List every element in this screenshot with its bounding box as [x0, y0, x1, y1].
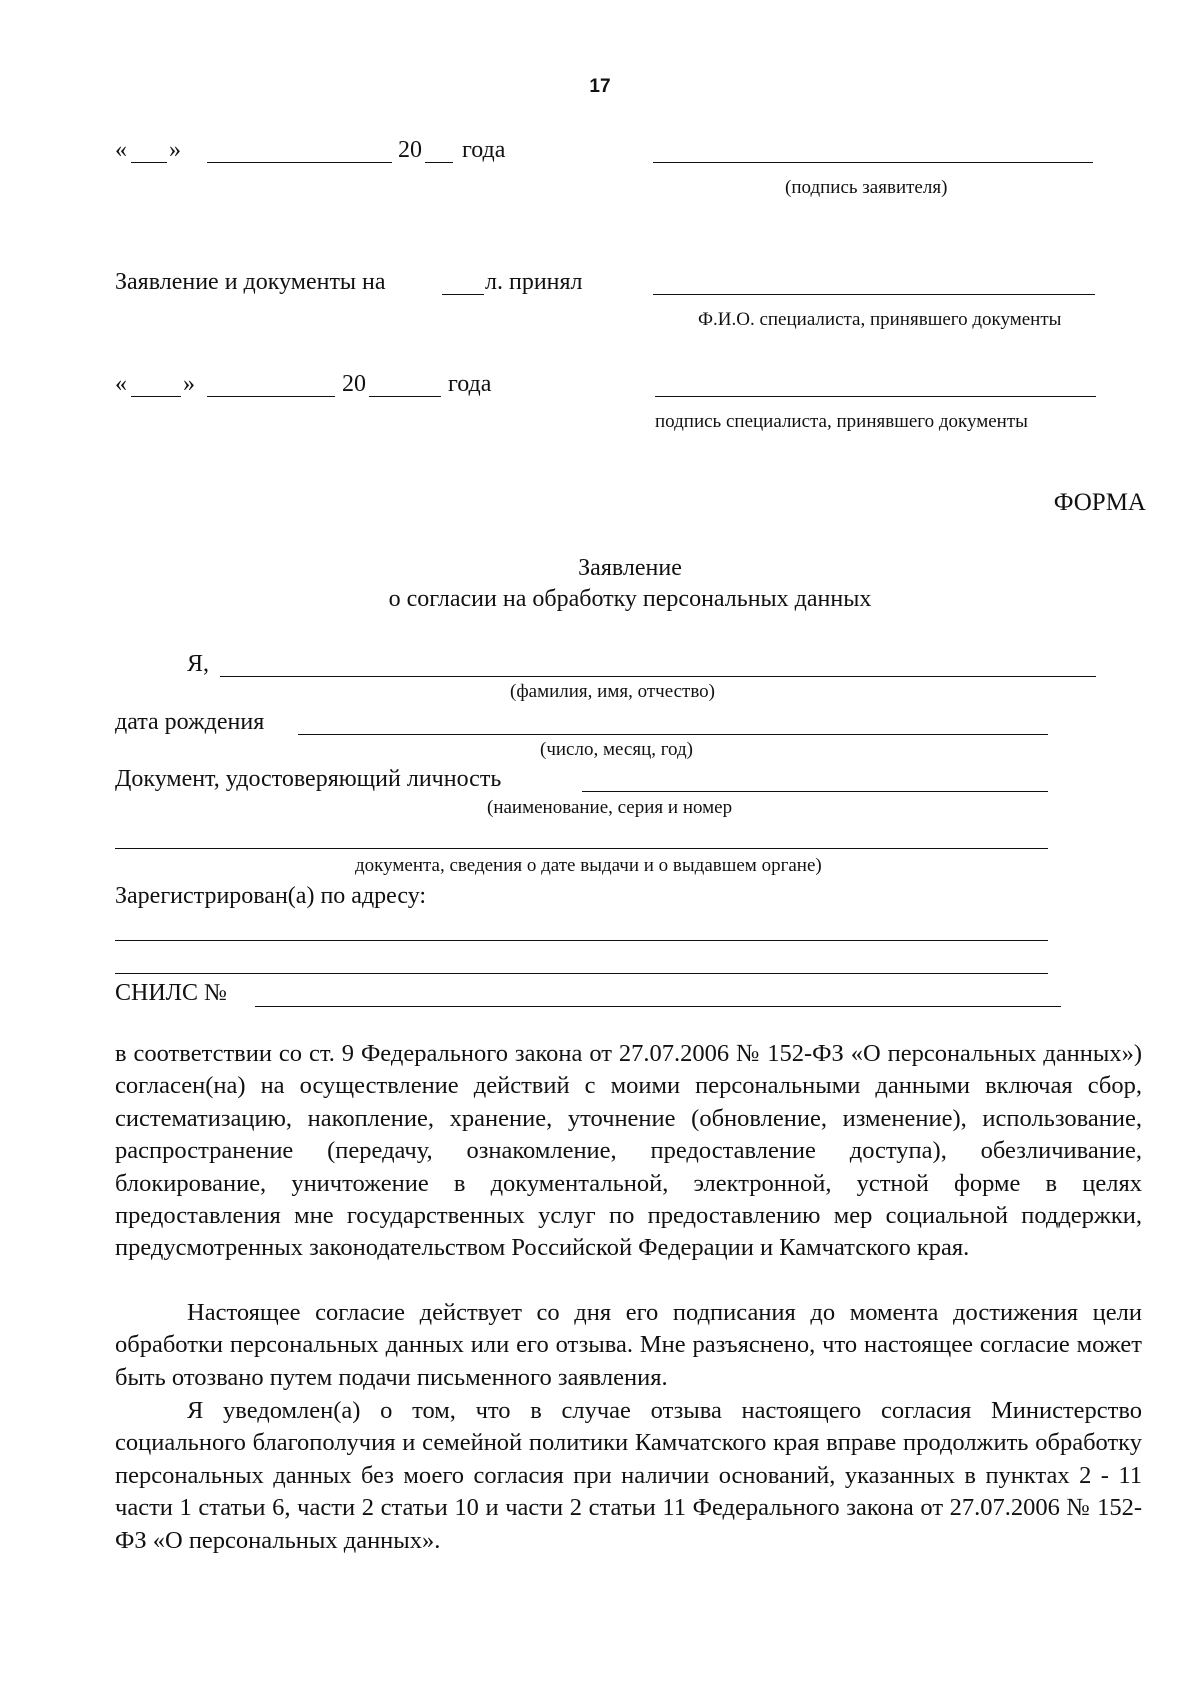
snils-label: СНИЛС №: [115, 980, 227, 1006]
consent-paragraph-3: Я уведомлен(а) о том, что в случае отзыва настоящего согласия Министерство социального благополучия и семейной политики Камчатского края вправе продолжить обработку персональных данных без моего согласия при наличии оснований, указанных в пунктах 2 - 11 части 1 статьи 6, части 2 статьи 10 и части 2 статьи 11 Федерального закона от 27.07.2006 № 152-ФЗ «О персональных данных».: [115, 1397, 1142, 1554]
date-year-prefix: 20: [398, 137, 422, 163]
applicant-signature-caption: (подпись заявителя): [785, 177, 948, 198]
address-line-2: [115, 973, 1048, 974]
date-close-quote: »: [169, 137, 181, 163]
date2-month-blank: [207, 396, 335, 397]
received-label: Заявление и документы на: [115, 269, 386, 295]
fio-caption: (фамилия, имя, отчество): [510, 681, 716, 702]
i-label: Я,: [187, 651, 210, 677]
date-open-quote: «: [115, 137, 127, 163]
consent-paragraph-2: Настоящее согласие действует со дня его подписания до момента достижения цели обработки персональных данных или его отзыва. Мне разъяснено, что настоящее согласие может быть отозвано путем подачи письменного заявления.: [115, 1299, 1142, 1391]
specialist-signature-line: [655, 396, 1096, 397]
doc-line-2: [115, 848, 1048, 849]
doc-caption-1: (наименование, серия и номер: [487, 797, 733, 818]
doc-label: Документ, удостоверяющий личность: [115, 766, 502, 792]
date2-day-blank: [131, 396, 181, 397]
date2-year-prefix: 20: [342, 371, 366, 397]
date-day-blank: [131, 162, 167, 163]
document-subtitle: о согласии на обработку персональных данных: [388, 586, 872, 612]
page-number: 17: [589, 76, 611, 97]
received-label-2: л. принял: [485, 269, 583, 295]
applicant-signature-line: [653, 162, 1093, 163]
date2-year-blank: [369, 396, 441, 397]
date2-open-quote: «: [115, 371, 127, 397]
address-label: Зарегистрирован(а) по адресу:: [115, 883, 427, 909]
date2-year-suffix: года: [448, 371, 492, 397]
form-label: ФОРМА: [1053, 489, 1146, 516]
specialist-name-line: [653, 294, 1095, 295]
doc-line: [582, 791, 1048, 792]
date-month-blank: [207, 162, 392, 163]
specialist-signature-caption: подпись специалиста, принявшего документы: [655, 411, 1028, 432]
document-title: Заявление: [578, 555, 682, 581]
received-pages-blank: [442, 294, 484, 295]
birth-label: дата рождения: [115, 709, 265, 735]
snils-line: [255, 1006, 1061, 1007]
birth-caption: (число, месяц, год): [540, 739, 694, 760]
date-year-suffix: года: [462, 137, 506, 163]
consent-paragraph-1: в соответствии со ст. 9 Федерального закона от 27.07.2006 № 152-ФЗ «О персональных данных») согласен(на) на осуществление действий с моими персональными данными включая сбор, систематизацию, накопление, хранение, уточнение (обновление, изменение), использование, распространение (передачу, ознакомление, предоставление доступа), обезличивание, блокирование, уничтожение в документальной, электронной, устной форме в целях предоставления мне государственных услуг по предоставлению мер социальной поддержки, предусмотренных законодательством Российской Федерации и Камчатского края.: [115, 1040, 1142, 1262]
specialist-name-caption: Ф.И.О. специалиста, принявшего документы: [698, 309, 1062, 330]
doc-caption-2: документа, сведения о дате выдачи и о выдавшем органе): [355, 855, 822, 876]
birth-line: [298, 734, 1048, 735]
date-year-blank: [425, 162, 453, 163]
fio-line: [220, 676, 1096, 677]
address-line-1: [115, 940, 1048, 941]
date2-close-quote: »: [183, 371, 195, 397]
